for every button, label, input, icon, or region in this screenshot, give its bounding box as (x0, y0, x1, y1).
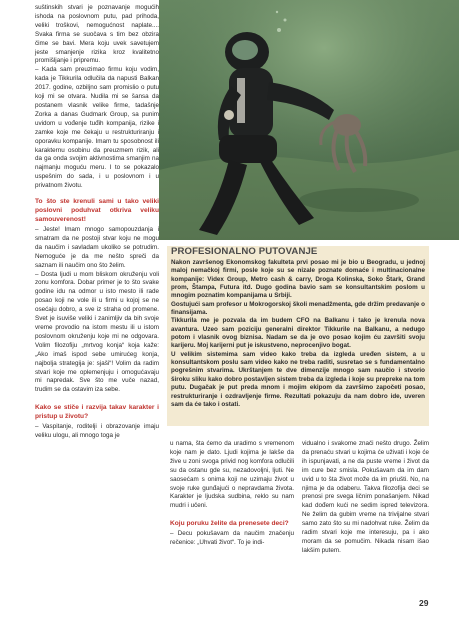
paragraph: Nakon završenog Ekonomskog fakulteta prvi posao mi je bio u Beogradu, u jednoj maloj nemačkoj firmi, posle koje su se nizale poznate domaće i multinacionalne kompanije: Videx Group, Metro cash & carry, Droga Kolinska, Soko Štark, Grand prom, Štampa, Futura itd. Dugo godina bavio sam se konsultantskim poslom u mnogim poznatim kompanijama u Srbiji. (171, 259, 425, 300)
interview-question: Kako se stiče i razvija takav karakter i pristup u životu? (35, 404, 159, 421)
paragraph: – Dosta ljudi u mom bliskom okruženju voli zonu komfora. Dobar primer je to što svake godine idu na odmor u isto mesto ili rade posao koji ne vole ili u firmi u kojoj se ne osećaju dobro, a sve iz straha od promene. Svet je isuviše veliki i zanimljiv da bih svoje vreme provodio na istom mestu ili u istom poslovnom okruženju koje mi ne odgovara. Volim filozofiju „mrtvog konja“ koja kaže: „Ako imaš ispod sebe umirućeg konja, najbolja strategija je: sjaši“! Volim da radim stvari koje me oplemenjuju i omogućavaju mi napredak. Sve što me vuče nazad, trudim se da ostavim iza sebe. (35, 270, 159, 394)
box-body (171, 259, 425, 409)
interview-question: Koju poruku želite da prenesete deci? (170, 520, 289, 528)
paragraph: suštinskih stvari je poznavanje mogućih ishoda na poslovnom putu, pad prihoda, veliki troškovi, nemogućnost naplate.... Svaka firma se suočava s tim bez obzira čime se bavi. Mera koju uvek savetujem jeste smanjenje rizika kroz kvalitetno promišljanje i pripremu. (35, 4, 159, 65)
paragraph: u nama, šta ćemo da uradimo s vremenom koje nam je dato. Ljudi kojima je lakše da žive u zoni svoga privid nog komfora odlučili su da ostanu gde su, nezadovoljni, ljuti. Ne saosećam s onima koji ne uzimaju život u svoje ruke gunđajući o nepravdama života. Karakter je ljudska sudbina, reklo su nam mudri i učeni. (170, 440, 294, 510)
page-number: 29 (419, 598, 429, 608)
column-right (302, 440, 429, 556)
paragraph: – Vaspitanje, roditelji i obrazovanje imaju veliku ulogu, ali mnogo toga je (35, 423, 159, 440)
diver-photo (159, 0, 459, 240)
interview-question: To što ste krenuli sami u tako veliki poslovni poduhvat otkriva veliku samouverenost! (35, 198, 159, 224)
box-title: PROFESIONALNO PUTOVANJE (171, 246, 318, 257)
paragraph: Gostujući sam profesor u Mokrogorskoj školi menadžmenta, gde držim predavanje o finansijama. (171, 300, 425, 317)
column-left (35, 4, 159, 441)
paragraph: – Kada sam preuzimao firmu koju vodim, kada je Tikkurila odlučila da napusti Balkan 2017. godine, ozbiljno sam promislio o putu koji mi se otvara. Nudila mi se šansa da postanem vlasnik velike firme, tadašnje Zorka a danas Gudmark Group, sa punim uvidom u vođenje tuđih kompanija, rizike i zamke koje me čekaju u restrukturiranju i oporavku kompanije. Imam tu sposobnost ili karakternu osobinu da preuzmem rizik, ali da ga onda svojim aktivnostima smanjim na najmanju moguću meru. I to se pokazalo uspešnim do sada, i u poslovnom i u privatnom životu. (35, 66, 159, 190)
paragraph: vidualno i svakome znači nešto drugo. Želim da prenaću stvari u kojima će uživati i koje će ih ispunjavati, a ne da puste vreme i život da im cure bez smisla. Pokušavam da im dam uvid u to šta život može da im priušti. No, na njima je da odaberu. Takva filozofija deci se prenosi pre svega ličnim ponašanjem. Nikad kad dođem kući ne sedim ispred televizora. Ne želim da gubim vreme na trivijalne stvari samo zato što su mi nadohvat ruke. Želim da radim stvari koje me interesuju, pa i ako moram da se pomučim. Nikada nisam išao lakšim putem. (302, 440, 429, 554)
column-middle (170, 440, 294, 548)
paragraph: U velikim sistemima sam video kako treba da izgleda uređen sistem, a u konsultantskom poslu sam video kako ne treba raditi, susretao se s fundamentalno pogrešnim stvarima. Ukrštanjem te dve dimenzije mnogo sam naučio i stvorio široku sliku kako dobro postavljen sistem treba da izgleda i koje su prepreke na tom putu. Dugačak je put preda mnom i mojim ekipom da završimo započeti posao, restrukturiranje i ozdravljenje firme. Rezultati pokazuju da nam dobro ide, uveren sam da će tako i ostati. (171, 350, 425, 408)
paragraph: Tikkurila me je pozvala da im budem CFO na Balkanu i tako je krenula nova avantura. Uzeo sam poziciju generalni direktor Tikkurile na Balkanu, a nedugo potom i vlasnik ovog biznisa. Nadam se da je ovo posao kojim ću završiti svoju karijeru. Moj karijerni put je iskustveno, neprocenjivo bogat. (171, 317, 425, 350)
sidebar-box (167, 246, 429, 426)
paragraph: – Decu pokušavam da naučim značenju rečenice: „Uhvati život“. To je indi- (170, 530, 294, 547)
paragraph: – Jeste! Imam mnogo samopouzdanja i smatram da ne postoji stvar koju ne mogu da naučim i savladam ukoliko se potrudim. Nemoguće je da me nešto spreči da saznam ili naučim ono što želim. (35, 226, 159, 269)
